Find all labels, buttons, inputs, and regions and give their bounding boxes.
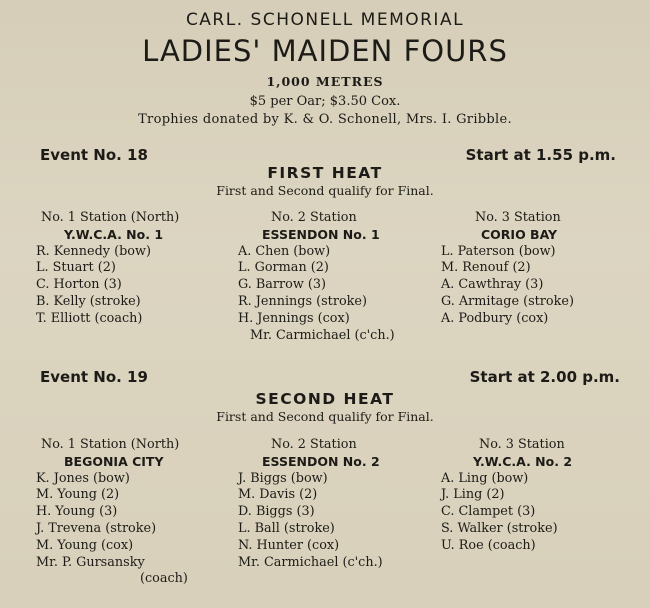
crew-member: A. Ling (bow) — [441, 470, 529, 486]
station-column — [238, 210, 395, 344]
crew-member: R. Kennedy (bow) — [36, 243, 151, 259]
crew-member: J. Trevena (stroke) — [36, 520, 157, 536]
team-name: Y.W.C.A. No. 1 — [64, 226, 164, 242]
crew-member: L. Gorman (2) — [238, 260, 329, 276]
heat-title: FIRST HEAT — [267, 164, 383, 182]
station-column — [441, 210, 574, 328]
team-name: Y.W.C.A. No. 2 — [473, 453, 573, 469]
team-name: ESSENDON No. 1 — [262, 226, 380, 242]
crew-member: T. Elliott (coach) — [36, 310, 143, 326]
crew-list — [441, 244, 574, 328]
crew-member: U. Roe (coach) — [441, 537, 536, 553]
crew-member: A. Chen (bow) — [238, 243, 331, 259]
crew-member: Mr. Carmichael (c'ch.) — [250, 327, 395, 343]
station-label: No. 2 Station — [271, 437, 357, 452]
crew-member: M. Davis (2) — [238, 487, 318, 503]
crew-list — [238, 244, 395, 345]
crew-member: D. Biggs (3) — [238, 504, 315, 520]
heat-title: SECOND HEAT — [255, 390, 395, 408]
team-name: CORIO BAY — [481, 226, 558, 242]
start-time: Start at 2.00 p.m. — [469, 368, 620, 386]
crew-member: N. Hunter (cox) — [238, 537, 340, 553]
station-column — [36, 210, 179, 328]
crew-member: J. Biggs (bow) — [238, 470, 328, 486]
crew-member: Mr. Carmichael (c'ch.) — [238, 554, 383, 570]
station-label: No. 3 Station — [479, 437, 565, 452]
race-distance: 1,000 METRES — [266, 74, 384, 89]
crew-list — [36, 244, 179, 328]
crew-member: L. Ball (stroke) — [238, 520, 335, 536]
crew-member: S. Walker (stroke) — [441, 520, 558, 536]
crew-member: L. Stuart (2) — [36, 260, 116, 276]
station-column — [36, 437, 188, 588]
crew-member: G. Barrow (3) — [238, 277, 327, 293]
station-label: No. 1 Station (North) — [41, 210, 180, 225]
crew-list — [238, 471, 383, 572]
crew-member: (coach) — [140, 571, 188, 587]
crew-member: H. Jennings (cox) — [238, 310, 350, 326]
crew-member: M. Young (2) — [36, 487, 120, 503]
qualify-note: First and Second qualify for Final. — [216, 183, 434, 198]
memorial-title: CARL. SCHONELL MEMORIAL — [185, 10, 465, 30]
station-column — [441, 437, 572, 555]
event-number: Event No. 18 — [40, 146, 148, 164]
entry-fees: $5 per Oar; $3.50 Cox. — [249, 94, 401, 109]
crew-member: H. Young (3) — [36, 504, 118, 520]
team-name: ESSENDON No. 2 — [262, 453, 380, 469]
team-name: BEGONIA CITY — [64, 453, 164, 469]
trophies-note: Trophies donated by K. & O. Schonell, Mrs. I. Gribble. — [138, 112, 512, 127]
race-title: LADIES' MAIDEN FOURS — [142, 34, 508, 68]
station-label: No. 3 Station — [475, 210, 561, 225]
crew-member: L. Paterson (bow) — [441, 243, 556, 259]
crew-member: C. Horton (3) — [36, 277, 122, 293]
crew-member: A. Cawthray (3) — [441, 277, 544, 293]
crew-member: C. Clampet (3) — [441, 504, 536, 520]
crew-member: M. Young (cox) — [36, 537, 134, 553]
crew-list — [36, 471, 188, 589]
crew-member: J. Ling (2) — [441, 487, 505, 503]
station-label: No. 2 Station — [271, 210, 357, 225]
crew-member: K. Jones (bow) — [36, 470, 130, 486]
station-column — [238, 437, 383, 571]
crew-member: A. Podbury (cox) — [441, 310, 549, 326]
qualify-note: First and Second qualify for Final. — [216, 409, 434, 424]
crew-member: Mr. P. Gursansky — [36, 554, 145, 570]
station-label: No. 1 Station (North) — [41, 437, 180, 452]
start-time: Start at 1.55 p.m. — [465, 146, 616, 164]
crew-member: M. Renouf (2) — [441, 260, 531, 276]
crew-member: G. Armitage (stroke) — [441, 293, 574, 309]
crew-member: R. Jennings (stroke) — [238, 293, 367, 309]
event-number: Event No. 19 — [40, 368, 148, 386]
crew-member: B. Kelly (stroke) — [36, 293, 141, 309]
crew-list — [441, 471, 572, 555]
